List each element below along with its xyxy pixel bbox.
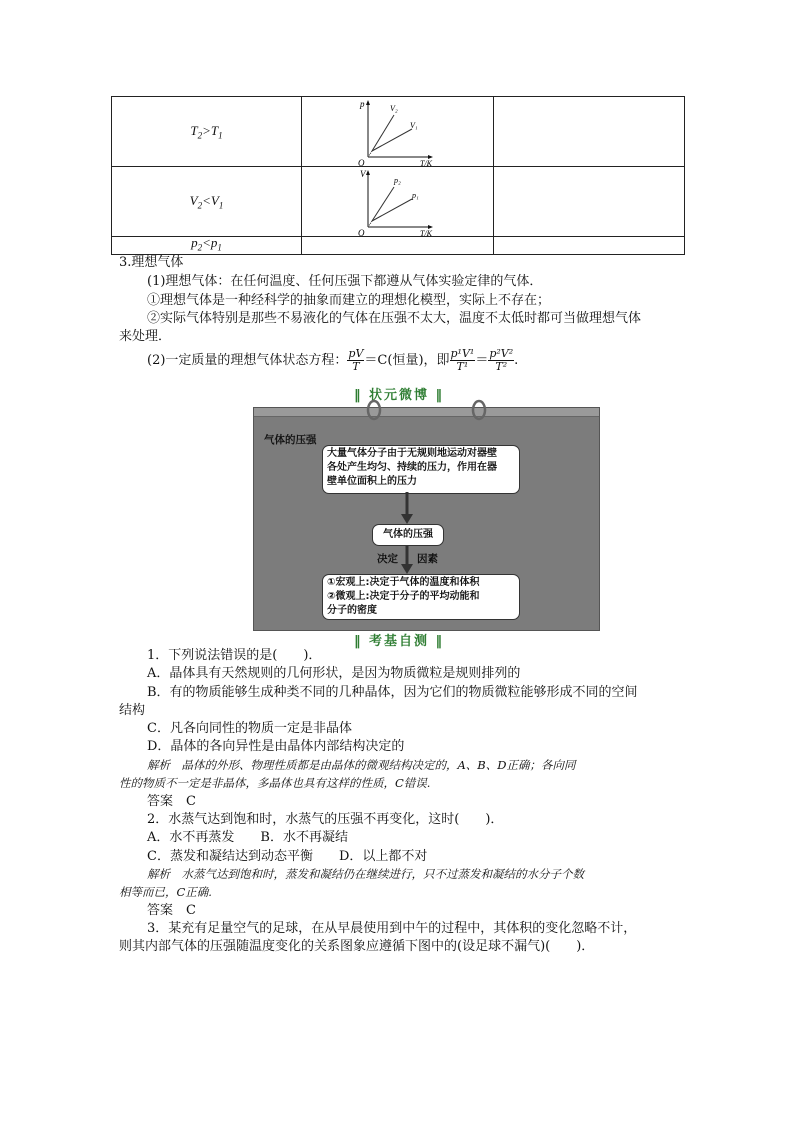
diagram-title: 气体的压强	[264, 434, 317, 446]
section-banner: ‖ 考基自测 ‖	[354, 634, 445, 649]
pressure-diagram-card	[253, 407, 600, 631]
paragraph: 来处理．	[119, 329, 172, 344]
section-heading: 3.理想气体	[119, 255, 184, 270]
table-cell-empty	[494, 97, 685, 167]
section-banner: ‖ 状元微博 ‖	[354, 388, 445, 403]
label-factor: 因素	[417, 553, 438, 565]
equation-fraction: $\frac{pV}{T}$	[348, 347, 364, 373]
question-stem-cont: 则其内部气体的压强随温度变化的关系图象应遵循下图中的(设足球不漏气)( )．	[119, 939, 595, 954]
x-axis-label: T/K	[420, 159, 433, 167]
line-label-low: p₁	[412, 191, 419, 200]
option-a: A．晶体具有天然规则的几何形状，是因为物质微粒是规则排列的	[147, 666, 521, 681]
answer: 答案 C	[147, 903, 196, 918]
paragraph: ②实际气体特别是那些不易液化的气体在压强不太大，温度不太低时都可当做理想气体	[147, 311, 642, 326]
line-label-low: V₁	[410, 121, 418, 130]
table-cell-graph	[302, 97, 494, 167]
option-b-cont: 结构	[119, 703, 146, 718]
option-b: B．有的物质能够生成种类不同的几种晶体，因为它们的物质微粒能够形成不同的空间	[147, 685, 638, 700]
table-cell-empty	[494, 167, 685, 237]
answer: 答案 C	[147, 794, 196, 809]
analysis-cont: 性的物质不一定是非晶体，多晶体也具有这样的性质，C错误.	[119, 776, 431, 790]
option-d: D．晶体的各向异性是由晶体内部结构决定的	[147, 739, 405, 754]
y-axis-label: p	[360, 99, 365, 109]
options-cd: C．蒸发和凝结达到动态平衡 D．以上都不对	[147, 849, 428, 864]
definition-box: 大量气体分子由于无规则地运动对器壁 各处产生均匀、持续的压力，作用在器 壁单位面积上的压力	[322, 445, 520, 494]
label-decide: 决定	[377, 553, 398, 565]
paragraph: ①理想气体是一种经科学的抽象而建立的理想化模型，实际上不存在；	[147, 293, 551, 308]
pressure-box: 气体的压强	[372, 524, 444, 546]
table-cell-condition: $p_2<p_1$	[112, 237, 302, 255]
y-axis-label: V	[360, 169, 366, 179]
line-label-high: p₂	[394, 176, 401, 185]
factors-box: ①宏观上:决定于气体的温度和体积 ②微观上:决定于分子的平均动能和 分子的密度	[322, 574, 520, 620]
table-cell-graph	[302, 167, 494, 237]
table-cell-empty	[302, 237, 494, 255]
state-equation-line: (2)一定质量的理想气体状态方程： $\frac{pV}{T}$ ＝C(恒量)，即 $\frac{\text{p¹V¹}}{\text{T¹}}$ ＝ $\frac{\text{p²V²}}{\text{T²}}$ .	[147, 347, 519, 373]
options-ab: A．水不再蒸发 B．水不再凝结	[147, 830, 348, 845]
option-c: C．凡各向同性的物质一定是非晶体	[147, 721, 352, 736]
analysis: 解析 水蒸气达到饱和时，蒸发和凝结仍在继续进行，只不过蒸发和凝结的水分子个数	[147, 867, 584, 881]
question-stem: 1．下列说法错误的是( )．	[147, 648, 322, 663]
line-label-high: V₂	[390, 104, 398, 113]
state-graph-table	[111, 96, 685, 255]
origin-label: O	[358, 158, 365, 167]
origin-label: O	[358, 228, 365, 237]
table-cell-condition: $V_2<V_1$	[112, 167, 302, 237]
equation-fraction: $\frac{\text{p²V²}}{\text{T²}}$	[489, 347, 514, 373]
v-t-graph	[302, 167, 492, 237]
question-stem: 2．水蒸气达到饱和时，水蒸气的压强不再变化，这时( )．	[147, 812, 504, 827]
table-cell-empty	[494, 237, 685, 255]
paragraph: (1)理想气体：在任何温度、任何压强下都遵从气体实验定律的气体．	[147, 274, 543, 289]
p-t-graph	[302, 97, 492, 167]
table-cell-condition: $T_2>T_1$	[112, 97, 302, 167]
x-axis-label: T/K	[420, 229, 433, 237]
question-stem: 3．某充有足量空气的足球，在从早晨使用到中午的过程中，其体积的变化忽略不计，	[147, 921, 637, 936]
equation-fraction: $\frac{\text{p¹V¹}}{\text{T¹}}$	[450, 347, 475, 373]
analysis: 解析 晶体的外形、物理性质都是由晶体的微观结构决定的，A、B、D正确；各向同	[147, 758, 576, 772]
analysis-cont: 相等而已，C正确.	[119, 885, 212, 899]
